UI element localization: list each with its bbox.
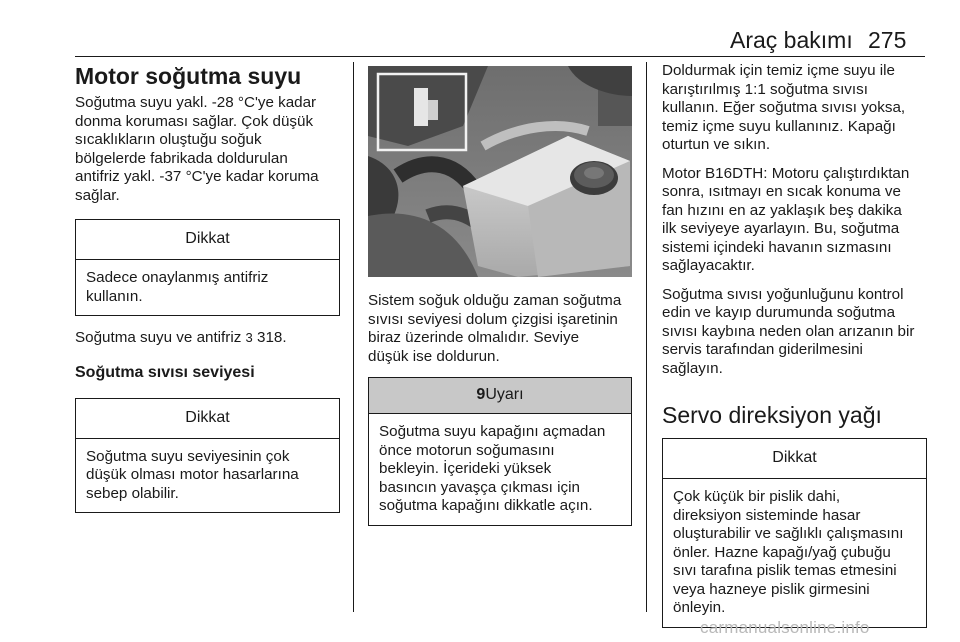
b16dth-instructions: Motor B16DTH: Motoru çalıştırdıktan sonra, ısıtmayı en sıcak konuma ve fan hızını en az yaklaşık beş dakika ilk seviyeye ayarlayın. Bu, soğutma sistemi içindeki havanın sızmasını sağlayacaktır. [662, 164, 910, 274]
cross-reference-page[interactable]: 318. [257, 329, 287, 346]
engine-coolant-title: Motor soğutma suyu [75, 63, 302, 89]
fill-instructions: Doldurmak için temiz içme suyu ile karıştırılmış 1:1 soğutma sıvısı kullanın. Eğer soğutma sıvısı yoksa, temiz içme suyu kullanınız. Kapağı oturtun ve sıkın. [662, 62, 906, 153]
column-divider-1 [353, 62, 354, 612]
warning-body: Soğutma suyu kapağını açmadan önce motorun soğumasını bekleyin. İçerideki yüksek basıncın yavaşça çıkması için soğutma kapağını dikkatle açın. [379, 423, 606, 514]
coolant-intro: Soğutma suyu yakl. -28 °C'ye kadar donma koruması sağlar. Çok düşük sıcaklıkların oluştuğu soğuk bölgelerde fabrikada doldurulan antifriz yakl. -37 °C'ye kadar koruma sağlar. [75, 94, 319, 204]
page-ref-icon: 3 [245, 330, 253, 345]
column-1 [75, 62, 340, 513]
cross-reference-text: Soğutma suyu ve antifriz [75, 329, 242, 346]
notice-box-level [75, 398, 340, 514]
notice-heading: Dikkat [663, 439, 926, 479]
warning-heading-text: Uyarı [485, 386, 524, 403]
warning-box [368, 377, 632, 526]
notice-heading: Dikkat [76, 399, 339, 439]
cross-reference [75, 329, 340, 348]
notice-body: Soğutma suyu seviyesinin çok düşük olması motor hasarlarına sebep olabilir. [86, 447, 299, 502]
column-divider-2 [646, 62, 647, 612]
footer-watermark: carmanualsonline.info [700, 618, 870, 637]
photo-caption: Sistem soğuk olduğu zaman soğutma sıvısı seviyesi dolum çizgisi işaretinin biraz üzerinde olmalıdır. Seviye düşük ise doldurun. [368, 292, 622, 365]
notice-box-steering [662, 438, 927, 628]
column-3 [662, 62, 927, 628]
notice-heading: Dikkat [76, 220, 339, 260]
column-2 [368, 66, 632, 526]
notice-box-antifreeze [75, 219, 340, 316]
warning-heading [369, 378, 631, 414]
section-title: Araç bakımı [730, 27, 853, 53]
notice-body: Sadece onaylanmış antifriz kullanın. [86, 269, 269, 305]
coolant-reservoir-photo [368, 66, 632, 277]
header-rule [75, 56, 925, 57]
power-steering-title: Servo direksiyon yağı [662, 402, 882, 428]
warning-triangle-icon: 9 [476, 386, 486, 403]
coolant-check-instructions: Soğutma sıvısı yoğunluğunu kontrol edin ve kayıp durumunda soğutma sıvısı kaybına neden olan arızanın bir servis tarafından giderilmesini sağlayın. [662, 285, 915, 377]
page-number: 275 [868, 27, 907, 53]
coolant-level-subtitle: Soğutma sıvısı seviyesi [75, 363, 255, 381]
notice-body: Çok küçük bir pislik dahi, direksiyon sisteminde hasar oluşturabilir ve sağlıklı çalışmasını önler. Hazne kapağı/yağ çubuğu sıvı tarafına pislik temas etmesini veya hazneye pislik girmesini önleyin. [673, 488, 904, 616]
